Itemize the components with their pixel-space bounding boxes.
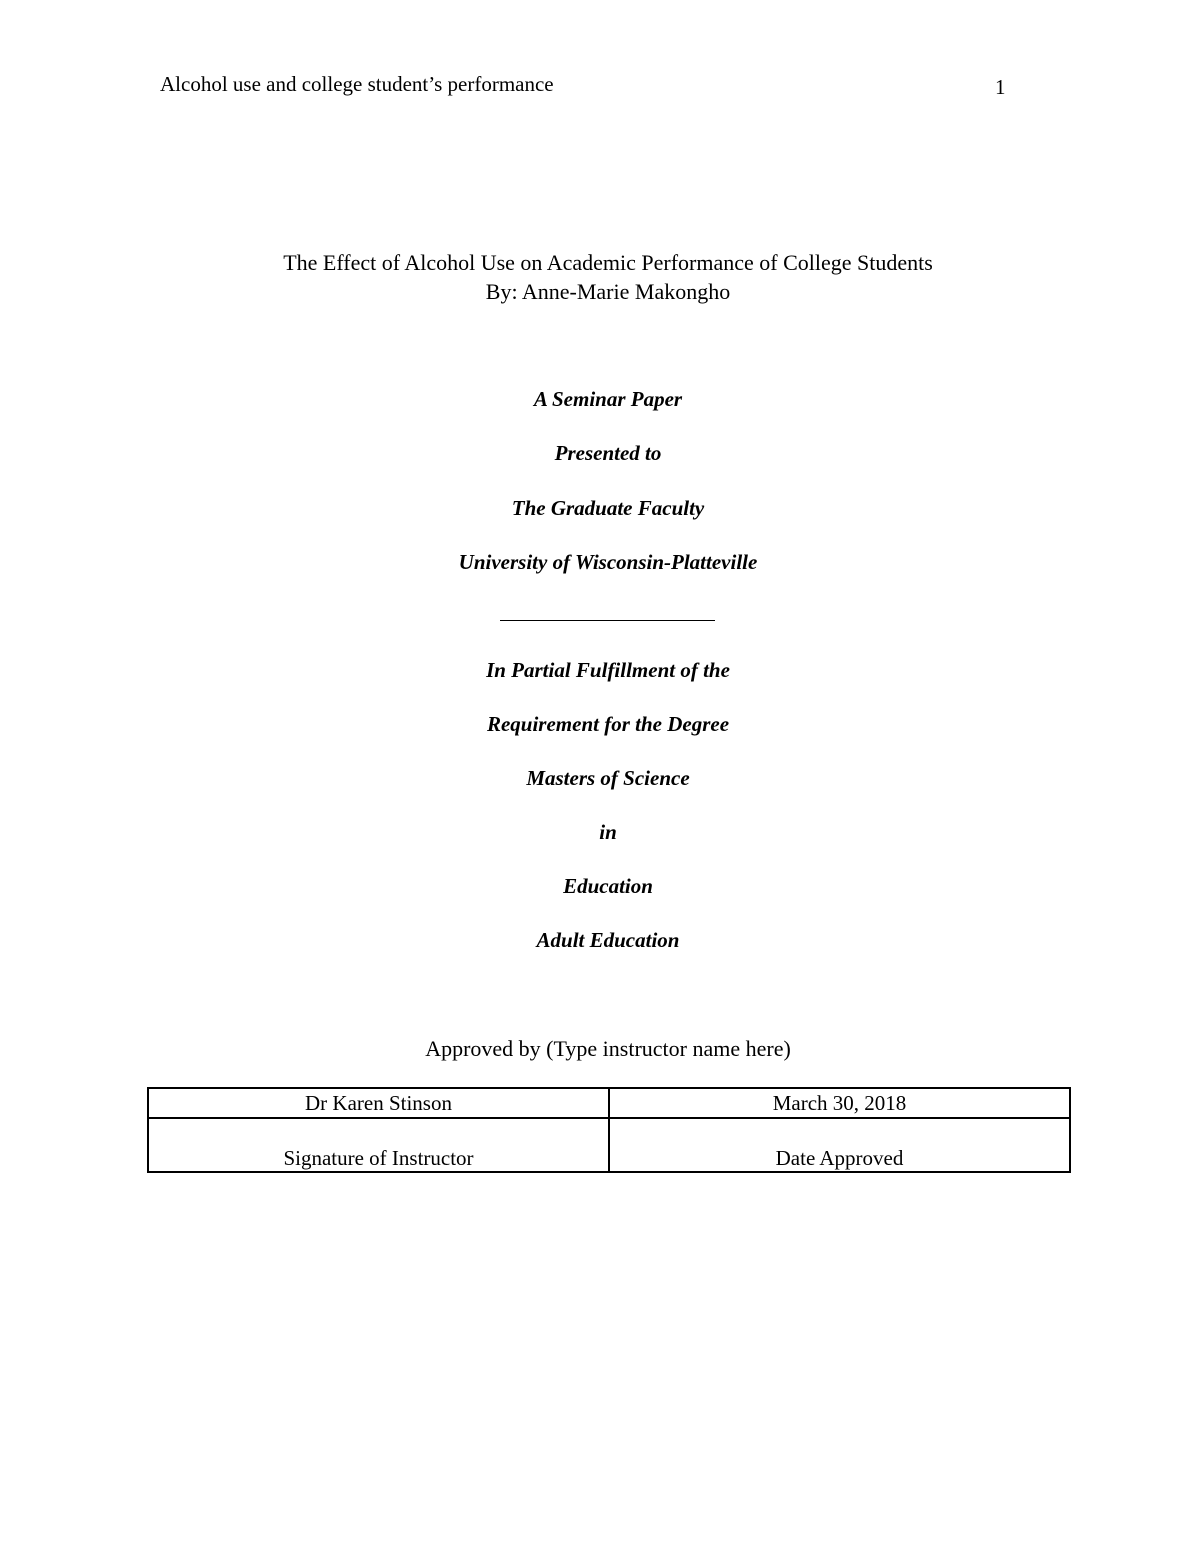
- in-line: in: [599, 820, 617, 844]
- requirement-line: Requirement for the Degree: [486, 712, 730, 736]
- paper-title: The Effect of Alcohol Use on Academic Performance of College Students: [283, 250, 933, 275]
- signature-label-cell: Signature of Instructor: [148, 1118, 609, 1172]
- presented-to-line: Presented to: [554, 441, 662, 465]
- degree-line: Masters of Science: [526, 766, 690, 790]
- approval-date-cell: March 30, 2018: [609, 1088, 1070, 1118]
- page-number: 1: [995, 75, 1006, 99]
- field-line: Education: [563, 874, 653, 898]
- instructor-name-cell: Dr Karen Stinson: [148, 1088, 609, 1118]
- date-approved-label-cell: Date Approved: [609, 1118, 1070, 1172]
- seminar-paper-line: A Seminar Paper: [533, 387, 683, 411]
- running-head: Alcohol use and college student’s performance: [160, 72, 554, 96]
- separator-rule: [500, 620, 715, 621]
- approval-values-row: [148, 1088, 1070, 1118]
- university-line: University of Wisconsin-Platteville: [458, 550, 758, 574]
- approval-labels-row: [148, 1118, 1070, 1172]
- partial-fulfillment-line: In Partial Fulfillment of the: [486, 658, 730, 682]
- graduate-faculty-line: The Graduate Faculty: [511, 496, 705, 520]
- author-byline: By: Anne-Marie Makongho: [485, 279, 731, 304]
- specialization-line: Adult Education: [536, 928, 680, 952]
- approved-by-label: Approved by (Type instructor name here): [425, 1036, 791, 1061]
- approval-table: [147, 1087, 1071, 1173]
